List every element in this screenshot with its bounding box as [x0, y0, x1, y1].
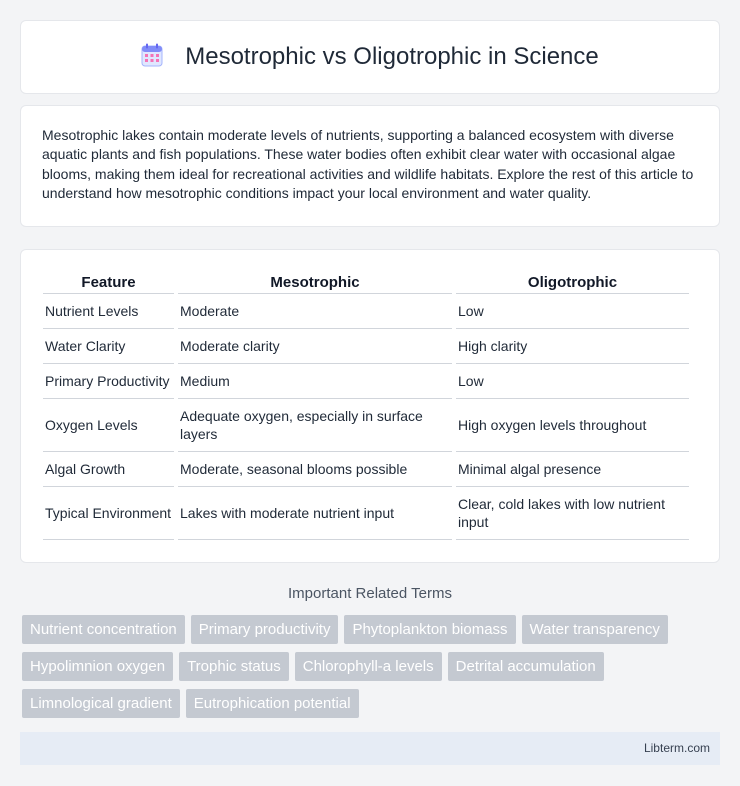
- term-tag[interactable]: Detrital accumulation: [448, 652, 604, 681]
- cell-oligotrophic: Low: [456, 364, 689, 399]
- cell-mesotrophic: Medium: [178, 364, 452, 399]
- intro-card: [20, 105, 720, 227]
- cell-oligotrophic: High oxygen levels throughout: [456, 399, 689, 452]
- cell-feature: Oxygen Levels: [43, 399, 174, 452]
- table-row: [43, 487, 689, 540]
- term-tag[interactable]: Nutrient concentration: [22, 615, 185, 644]
- intro-text: Mesotrophic lakes contain moderate levels of nutrients, supporting a balanced ecosystem with diverse aquatic plants and fish populations. These water bodies often exhibit clear water with occasional algae blooms, making them ideal for recreational activities and wildlife habitats. Explore the rest of this article to understand how mesotrophic conditions impact your local environment and water quality.: [42, 127, 694, 202]
- cell-mesotrophic: Moderate: [178, 294, 452, 329]
- cell-mesotrophic: Moderate clarity: [178, 329, 452, 364]
- cell-mesotrophic: Adequate oxygen, especially in surface layers: [178, 399, 452, 452]
- table-row: [43, 294, 689, 329]
- cell-mesotrophic: Lakes with moderate nutrient input: [178, 487, 452, 540]
- term-tag[interactable]: Eutrophication potential: [186, 689, 359, 718]
- footer-site-link[interactable]: Libterm.com: [643, 741, 710, 756]
- cell-feature: Nutrient Levels: [43, 294, 174, 329]
- table-row: [43, 364, 689, 399]
- footer: [20, 732, 720, 765]
- calendar-icon: [141, 43, 163, 72]
- term-tag[interactable]: Primary productivity: [191, 615, 339, 644]
- cell-mesotrophic: Moderate, seasonal blooms possible: [178, 452, 452, 487]
- page-title: Mesotrophic vs Oligotrophic in Science: [185, 43, 599, 70]
- cell-oligotrophic: High clarity: [456, 329, 689, 364]
- cell-feature: Primary Productivity: [43, 364, 174, 399]
- term-tag[interactable]: Limnological gradient: [22, 689, 180, 718]
- cell-oligotrophic: Clear, cold lakes with low nutrient input: [456, 487, 689, 540]
- cell-feature: Algal Growth: [43, 452, 174, 487]
- term-tag[interactable]: Trophic status: [179, 652, 289, 681]
- comparison-table: [39, 271, 693, 540]
- header-mesotrophic: Mesotrophic: [178, 271, 452, 294]
- cell-feature: Water Clarity: [43, 329, 174, 364]
- term-tag[interactable]: Hypolimnion oxygen: [22, 652, 173, 681]
- table-row: [43, 329, 689, 364]
- cell-oligotrophic: Minimal algal presence: [456, 452, 689, 487]
- header-feature: Feature: [43, 271, 174, 294]
- table-row: [43, 399, 689, 452]
- cell-oligotrophic: Low: [456, 294, 689, 329]
- term-tag[interactable]: Phytoplankton biomass: [344, 615, 515, 644]
- title-card: [20, 20, 720, 94]
- related-terms-title: Important Related Terms: [288, 584, 452, 602]
- term-tag[interactable]: Water transparency: [522, 615, 668, 644]
- cell-feature: Typical Environment: [43, 487, 174, 540]
- term-tag[interactable]: Chlorophyll-a levels: [295, 652, 442, 681]
- table-row: [43, 452, 689, 487]
- header-oligotrophic: Oligotrophic: [456, 271, 689, 294]
- table-header-row: [43, 271, 689, 294]
- comparison-card: [20, 249, 720, 563]
- related-terms-list: [22, 615, 720, 718]
